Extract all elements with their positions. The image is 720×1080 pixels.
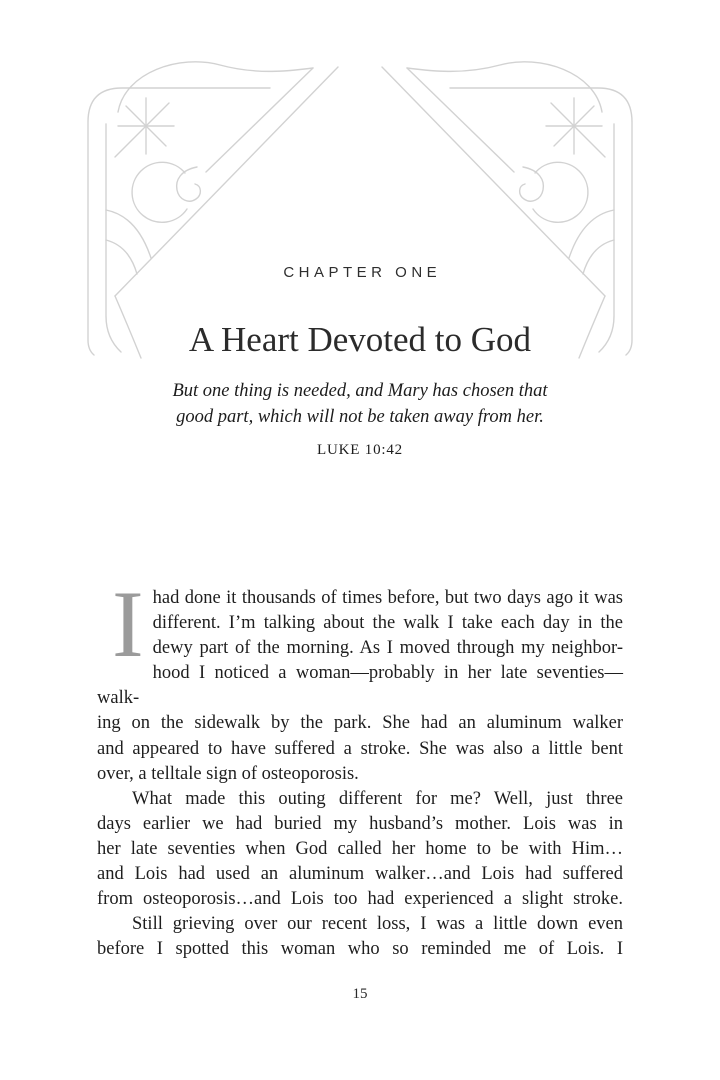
chapter-title: A Heart Devoted to God: [188, 320, 532, 359]
body-line: and appeared to have suffered a stroke. She was also a little bent: [97, 738, 623, 759]
paragraph: [97, 571, 623, 787]
epigraph-citation: LUKE 10:42: [317, 442, 403, 458]
page-number: 15: [352, 986, 368, 1002]
epigraph: [0, 379, 720, 464]
paragraph: [97, 787, 623, 912]
body-text: [97, 571, 623, 962]
body-line: hood I noticed a woman—probably in her late seventies—walk-: [97, 663, 623, 709]
chapter-kicker: CHAPTER ONE: [283, 264, 442, 281]
epigraph-line: But one thing is needed, and Mary has chosen that: [172, 381, 548, 401]
body-line: from osteoporosis…and Lois too had experienced a slight stroke.: [97, 889, 623, 910]
body-line: over, a telltale sign of osteoporosis.: [97, 763, 359, 784]
drop-cap: I: [112, 571, 144, 677]
body-line: and Lois had used an aluminum walker…and Lois had suffered: [97, 864, 623, 885]
body-line: had done it thousands of times before, but two days ago it was: [152, 588, 623, 608]
body-line: days earlier we had buried my husband’s mother. Lois was in: [97, 813, 623, 834]
epigraph-line: good part, which will not be taken away from her.: [176, 406, 544, 427]
body-line: dewy part of the morning. As I moved through my neighbor-: [152, 638, 623, 659]
body-line: her late seventies when God called her home to be with Him…: [97, 838, 623, 859]
body-line: different. I’m talking about the walk I take each day in the: [152, 613, 623, 634]
body-line: before I spotted this woman who so reminded me of Lois. I: [97, 939, 623, 960]
body-line: What made this outing different for me? Well, just three: [132, 788, 623, 809]
body-line: Still grieving over our recent loss, I was a little down even: [132, 914, 623, 935]
body-line: ing on the sidewalk by the park. She had an aluminum walker: [97, 713, 623, 734]
paragraph: [97, 912, 623, 962]
